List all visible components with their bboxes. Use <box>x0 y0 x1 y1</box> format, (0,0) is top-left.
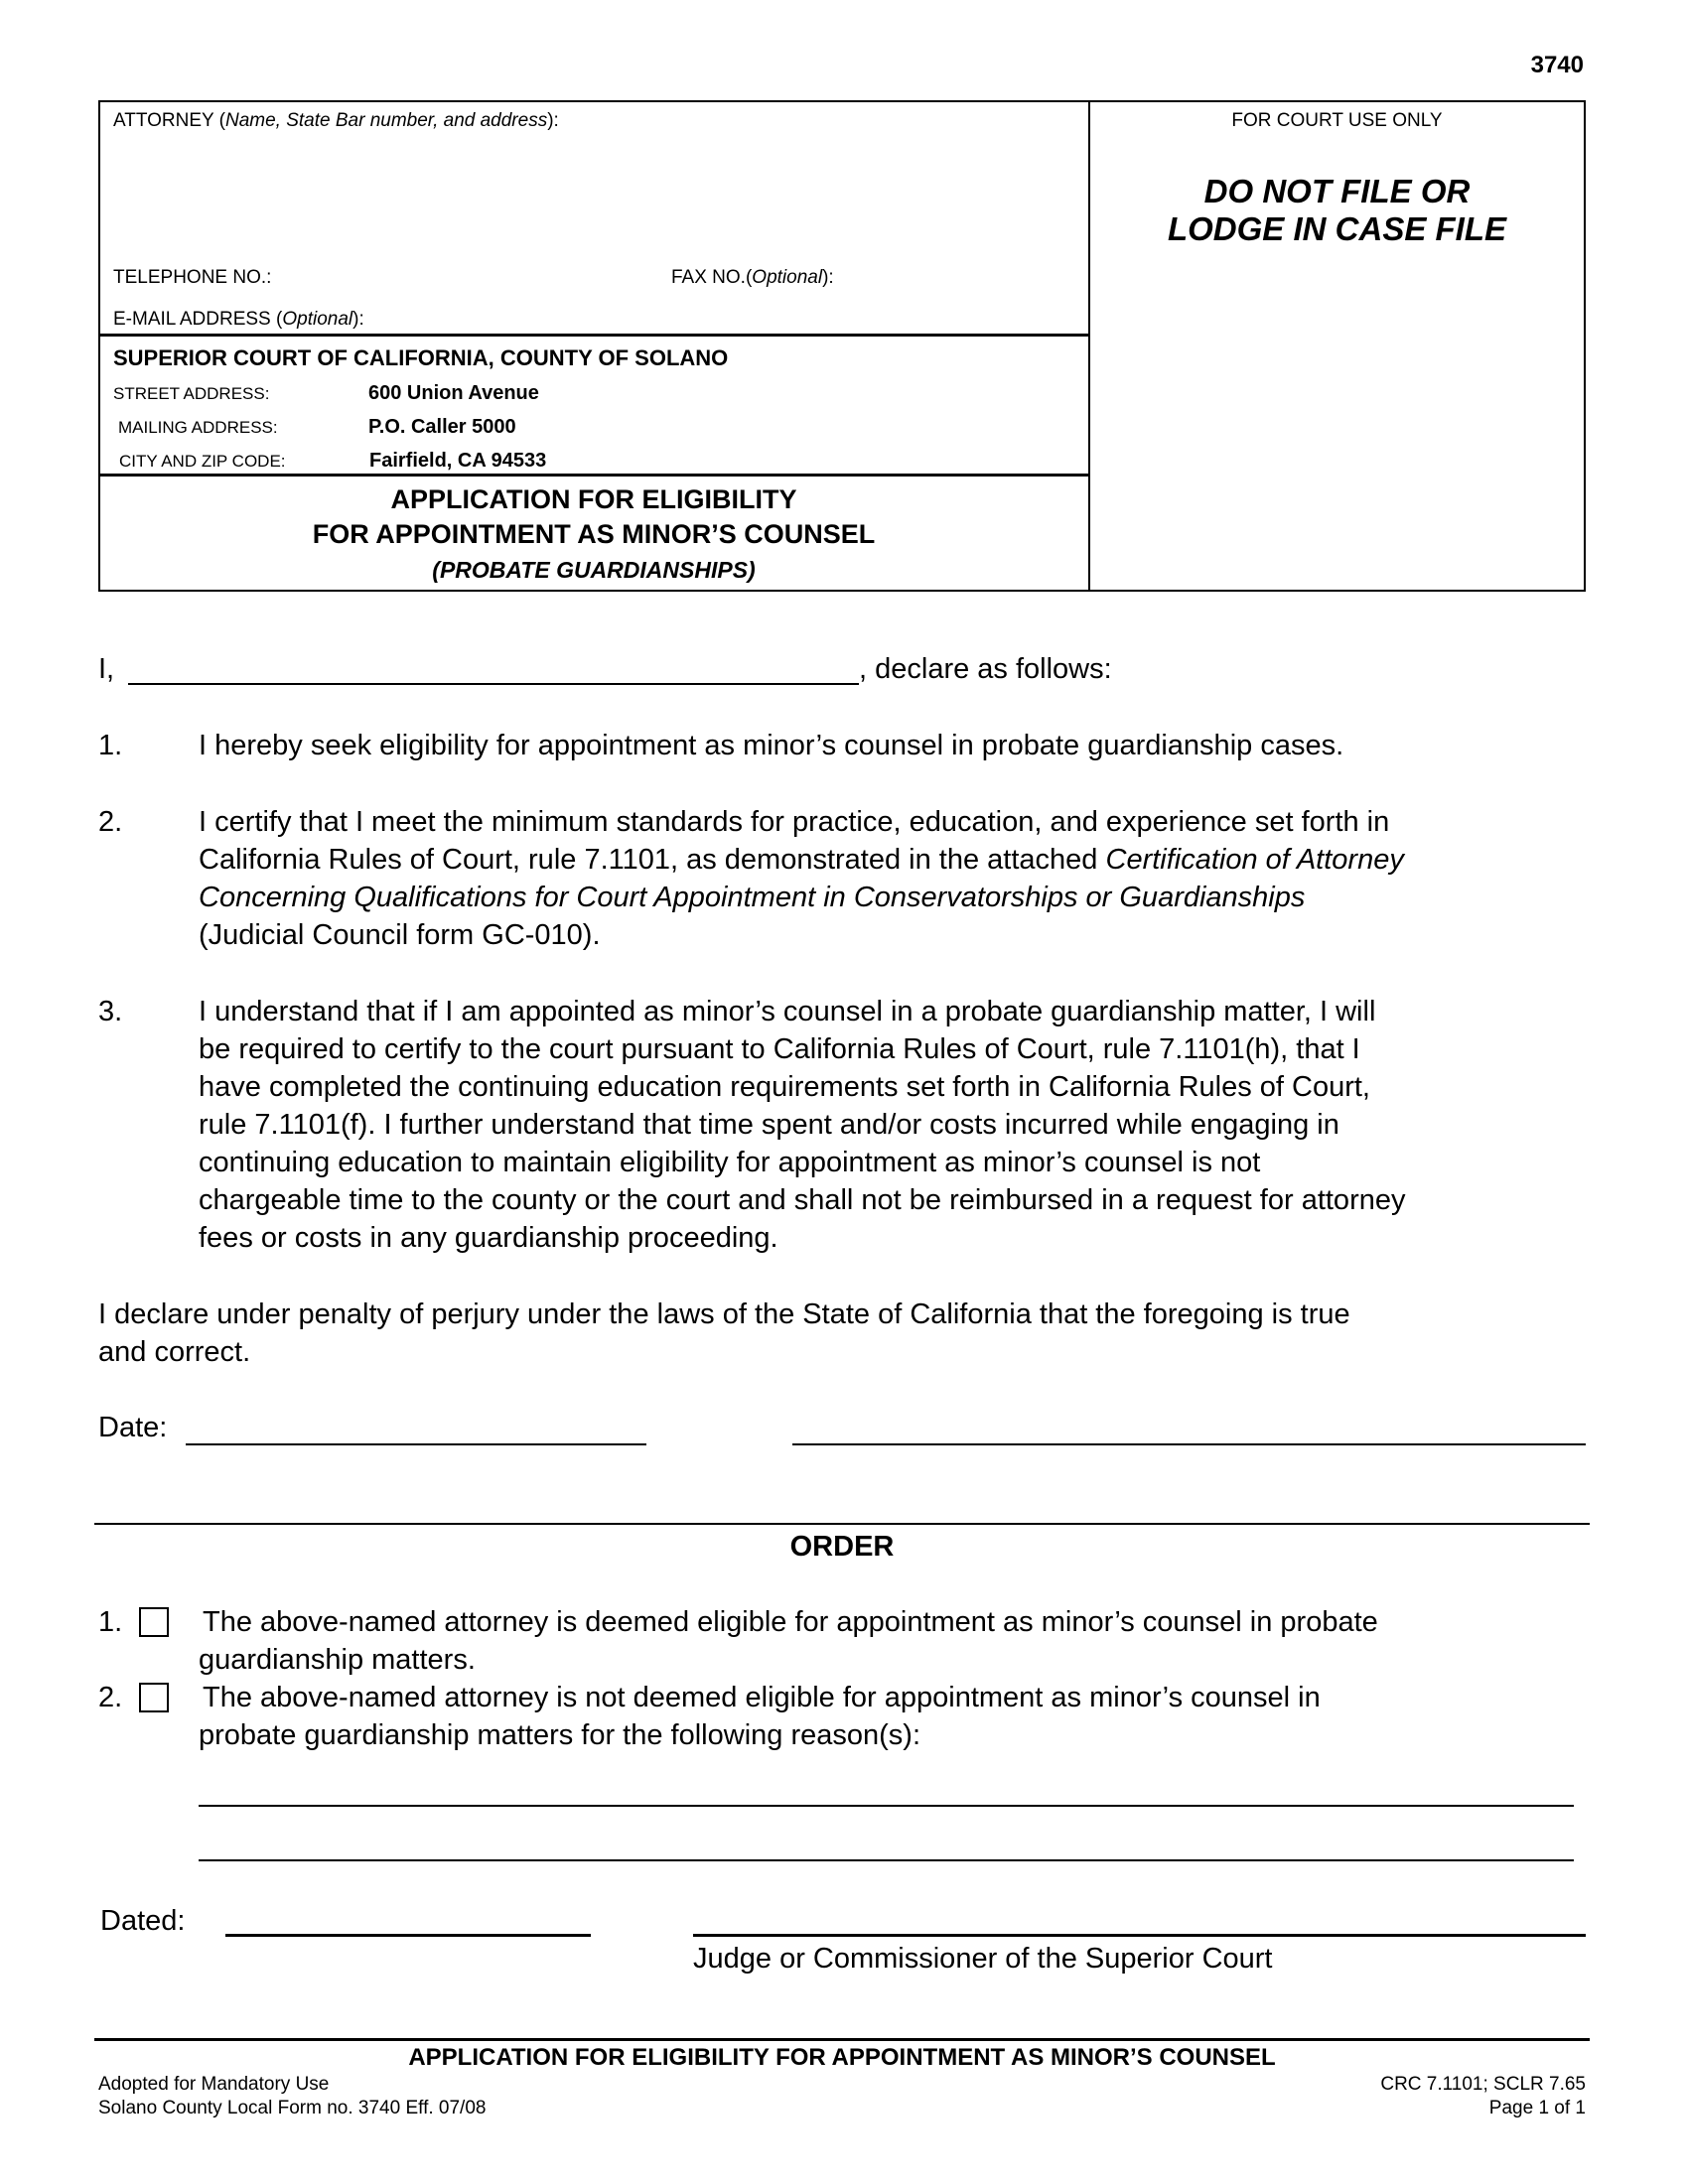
divider <box>98 474 1089 477</box>
order-item-text: probate guardianship matters for the following reason(s): <box>199 1719 920 1751</box>
judge-label: Judge or Commissioner of the Superior Court <box>693 1943 1273 1975</box>
reason-line-field[interactable] <box>199 1805 1574 1807</box>
order-item-number: 2. <box>98 1682 123 1713</box>
form-title-line1: APPLICATION FOR ELIGIBILITY <box>390 484 797 514</box>
do-not-file-line2: LODGE IN CASE FILE <box>1167 210 1507 247</box>
order-item-text: guardianship matters. <box>199 1644 476 1676</box>
dated-label: Dated: <box>100 1905 186 1937</box>
perjury-statement: and correct. <box>98 1336 251 1368</box>
order-item-text: The above-named attorney is not deemed eligible for appointment as minor’s counsel in <box>203 1682 1321 1713</box>
item-text: rule 7.1101(f). I further understand that time spent and/or costs incurred while engaging in <box>199 1109 1339 1141</box>
judge-signature-field[interactable] <box>693 1934 1586 1937</box>
fax-field-label[interactable]: FAX NO.(Optional): <box>671 267 834 288</box>
footer-rules: CRC 7.1101; SCLR 7.65 <box>1380 2074 1586 2095</box>
item-text: I certify that I meet the minimum standards for practice, education, and experience set forth in <box>199 806 1390 838</box>
not-eligible-checkbox[interactable] <box>139 1683 169 1712</box>
item-text: fees or costs in any guardianship proceeding. <box>199 1222 778 1254</box>
item-text: be required to certify to the court pursuant to California Rules of Court, rule 7.1101(h), that I <box>199 1033 1360 1065</box>
date-label: Date: <box>98 1412 168 1443</box>
item-text: chargeable time to the county or the court and shall not be reimbursed in a request for attorney <box>199 1184 1406 1216</box>
city-zip-value: Fairfield, CA 94533 <box>369 450 547 472</box>
eligible-checkbox[interactable] <box>139 1607 169 1637</box>
item-text: (Judicial Council form GC-010). <box>199 919 601 951</box>
item-text: continuing education to maintain eligibility for appointment as minor’s counsel is not <box>199 1147 1261 1178</box>
footer-title: APPLICATION FOR ELIGIBILITY FOR APPOINTMENT AS MINOR’S COUNSEL <box>408 2044 1276 2071</box>
item-number: 3. <box>98 996 123 1027</box>
mailing-address-value: P.O. Caller 5000 <box>368 416 516 438</box>
city-zip-label: CITY AND ZIP CODE: <box>119 452 286 471</box>
email-field-label[interactable]: E-MAIL ADDRESS (Optional): <box>113 309 364 330</box>
form-subtitle: (PROBATE GUARDIANSHIPS) <box>432 557 756 583</box>
item-text: have completed the continuing education requirements set forth in California Rules of Court, <box>199 1071 1370 1103</box>
order-heading: ORDER <box>789 1531 895 1563</box>
footer-local-form: Solano County Local Form no. 3740 Eff. 07/08 <box>98 2098 487 2118</box>
item-text: I understand that if I am appointed as minor’s counsel in a probate guardianship matter, I will <box>199 996 1376 1027</box>
telephone-field-label[interactable]: TELEPHONE NO.: <box>113 267 272 288</box>
declarant-name-field[interactable] <box>128 683 859 685</box>
footer-divider <box>94 2038 1590 2041</box>
order-item-number: 1. <box>98 1606 123 1638</box>
divider <box>98 334 1089 337</box>
do-not-file-line1: DO NOT FILE OR <box>1203 173 1471 209</box>
form-title-line2: FOR APPOINTMENT AS MINOR’S COUNSEL <box>312 519 876 549</box>
item-text: Concerning Qualifications for Court Appointment in Conservatorships or Guardianships <box>199 882 1306 913</box>
form-number: 3740 <box>1530 52 1584 78</box>
footer-adopted: Adopted for Mandatory Use <box>98 2074 330 2095</box>
perjury-statement: I declare under penalty of perjury under the laws of the State of California that the foregoing is true <box>98 1298 1350 1330</box>
item-text: I hereby seek eligibility for appointment as minor’s counsel in probate guardianship cases. <box>199 730 1344 761</box>
dated-field[interactable] <box>225 1934 591 1937</box>
declarant-intro-end: , declare as follows: <box>859 653 1112 685</box>
street-address-value: 600 Union Avenue <box>368 382 539 404</box>
item-number: 1. <box>98 730 123 761</box>
order-item-text: The above-named attorney is deemed eligible for appointment as minor’s counsel in probate <box>203 1606 1378 1638</box>
court-use-label: FOR COURT USE ONLY <box>1231 110 1443 131</box>
section-divider <box>94 1523 1590 1525</box>
declarant-intro: I, <box>98 653 115 685</box>
item-number: 2. <box>98 806 123 838</box>
mailing-address-label: MAILING ADDRESS: <box>118 418 278 437</box>
signature-field[interactable] <box>792 1443 1586 1445</box>
attorney-field-label[interactable]: ATTORNEY (Name, State Bar number, and address): <box>113 110 559 131</box>
footer-page-number: Page 1 of 1 <box>1488 2098 1586 2118</box>
item-text: California Rules of Court, rule 7.1101, as demonstrated in the attached Certification of Attorney <box>199 844 1404 876</box>
date-field[interactable] <box>186 1443 646 1445</box>
court-name: SUPERIOR COURT OF CALIFORNIA, COUNTY OF SOLANO <box>113 345 729 370</box>
reason-line-field[interactable] <box>199 1859 1574 1861</box>
street-address-label: STREET ADDRESS: <box>113 384 270 403</box>
